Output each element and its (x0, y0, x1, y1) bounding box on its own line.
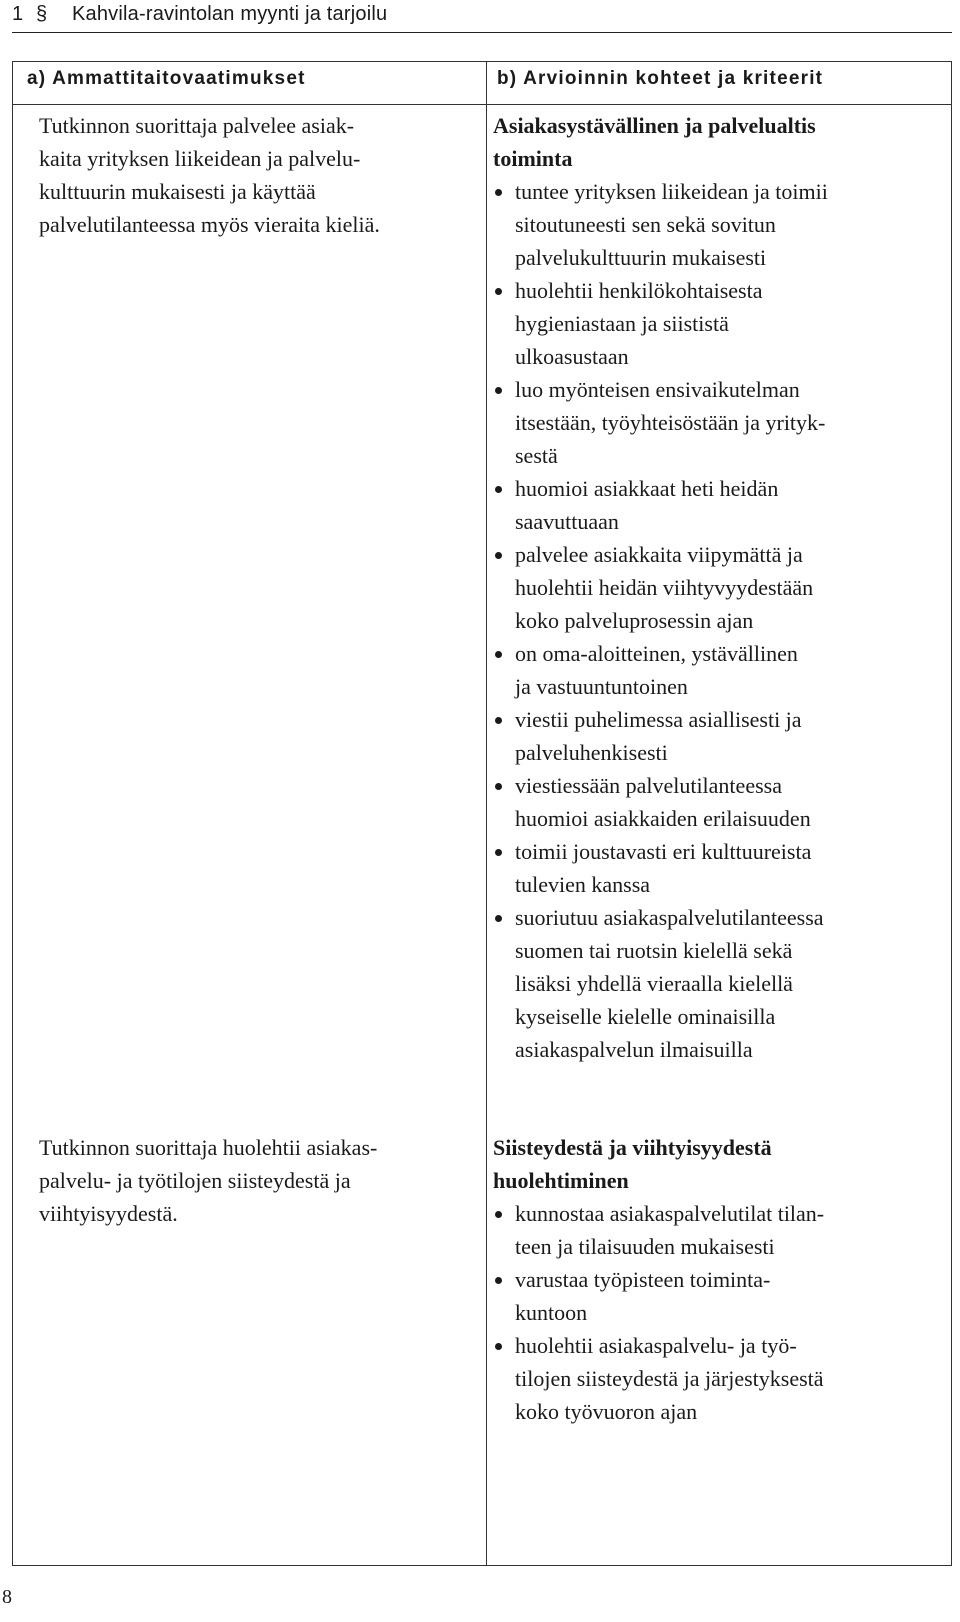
text-line: huolehtii asiakaspalvelu- ja työ- (515, 1333, 797, 1358)
text-line: kuntoon (515, 1300, 588, 1325)
text-line: hygieniastaan ja siististä (515, 311, 729, 336)
text-line: Siisteydestä ja viihtyisyydestä (493, 1135, 772, 1160)
text-line: palveluhenkisesti (515, 740, 668, 765)
list-item (493, 175, 943, 274)
text-line: Tutkinnon suorittaja palvelee asiak- (39, 113, 355, 138)
requirement-text-2 (39, 1131, 479, 1230)
text-line: palvelu- ja työtilojen siisteydestä ja (39, 1168, 351, 1193)
text-line: huolehtiminen (493, 1168, 629, 1193)
list-item (493, 1197, 943, 1263)
criteria-block-2 (493, 1131, 943, 1428)
list-item (493, 274, 943, 373)
text-line: huomioi asiakkaiden erilaisuuden (515, 806, 811, 831)
list-item (493, 703, 943, 769)
text-line: asiakaspalvelun ilmaisuilla (515, 1037, 753, 1062)
criteria-list-1 (493, 175, 943, 1066)
requirement-text-1 (39, 109, 479, 241)
criteria-title-1 (493, 109, 943, 175)
list-item (493, 373, 943, 472)
text-line: lisäksi yhdellä vieraalla kielellä (515, 971, 793, 996)
column-divider (486, 62, 487, 1565)
text-line: toimii joustavasti eri kulttuureista (515, 839, 812, 864)
text-line: kulttuurin mukaisesti ja käyttää (39, 179, 316, 204)
page-number: 8 (2, 1586, 12, 1608)
text-line: palvelukulttuurin mukaisesti (515, 245, 767, 270)
text-line: koko palveluprosessin ajan (515, 608, 754, 633)
text-line: tilojen siisteydestä ja järjestyksestä (515, 1366, 824, 1391)
text-line: huolehtii henkilökohtaisesta (515, 278, 763, 303)
column-heading-criteria: b) Arvioinnin kohteet ja kriteerit (497, 68, 824, 89)
text-line: luo myönteisen ensivaikutelman (515, 377, 800, 402)
list-item (493, 901, 943, 1066)
list-item (493, 472, 943, 538)
text-line: huomioi asiakkaat heti heidän (515, 476, 779, 501)
text-line: saavuttuaan (515, 509, 619, 534)
page-header (12, 0, 952, 33)
criteria-block-1 (493, 109, 943, 1066)
list-item (493, 538, 943, 637)
text-line: tuntee yrityksen liikeidean ja toimii (515, 179, 828, 204)
text-line: on oma-aloitteinen, ystävällinen (515, 641, 798, 666)
text-line: sitoutuneesti sen sekä sovitun (515, 212, 776, 237)
text-line: sestä (515, 443, 558, 468)
criteria-list-2 (493, 1197, 943, 1428)
page-title: Kahvila-ravintolan myynti ja tarjoilu (72, 3, 388, 25)
list-item (493, 637, 943, 703)
text-line: viestiessään palvelutilanteessa (515, 773, 782, 798)
text-line: toiminta (493, 146, 573, 171)
text-line: palvelee asiakkaita viipymättä ja (515, 542, 803, 567)
text-line: viestii puhelimessa asiallisesti ja (515, 707, 802, 732)
text-line: kaita yrityksen liikeidean ja palvelu- (39, 146, 361, 171)
list-item (493, 835, 943, 901)
text-line: tulevien kanssa (515, 872, 651, 897)
text-line: Tutkinnon suorittaja huolehtii asiakas- (39, 1135, 378, 1160)
text-line: huolehtii heidän viihtyvyydestään (515, 575, 814, 600)
text-line: teen ja tilaisuuden mukaisesti (515, 1234, 775, 1259)
text-line: ulkoasustaan (515, 344, 629, 369)
text-line: varustaa työpisteen toiminta- (515, 1267, 771, 1292)
chapter-number: 1 (12, 3, 24, 25)
text-line: kyseiselle kielelle ominaisilla (515, 1004, 776, 1029)
text-line: suoriutuu asiakaspalvelutilanteessa (515, 905, 824, 930)
list-item (493, 1329, 943, 1428)
text-line: suomen tai ruotsin kielellä sekä (515, 938, 793, 963)
text-line: viihtyisyydestä. (39, 1201, 178, 1226)
header-divider (13, 104, 951, 105)
list-item (493, 1263, 943, 1329)
column-heading-requirements: a) Ammattitaitovaatimukset (27, 68, 306, 89)
text-line: Asiakasystävällinen ja palvelualtis (493, 113, 816, 138)
text-line: ja vastuuntuntoinen (515, 674, 688, 699)
section-symbol: § (36, 3, 48, 25)
criteria-title-2 (493, 1131, 943, 1197)
text-line: kunnostaa asiakaspalvelutilat tilan- (515, 1201, 825, 1226)
text-line: palvelutilanteessa myös vieraita kieliä. (39, 212, 380, 237)
list-item (493, 769, 943, 835)
text-line: itsestään, työyhteisöstään ja yrityk- (515, 410, 826, 435)
criteria-table (12, 61, 952, 1566)
text-line: koko työvuoron ajan (515, 1399, 698, 1424)
